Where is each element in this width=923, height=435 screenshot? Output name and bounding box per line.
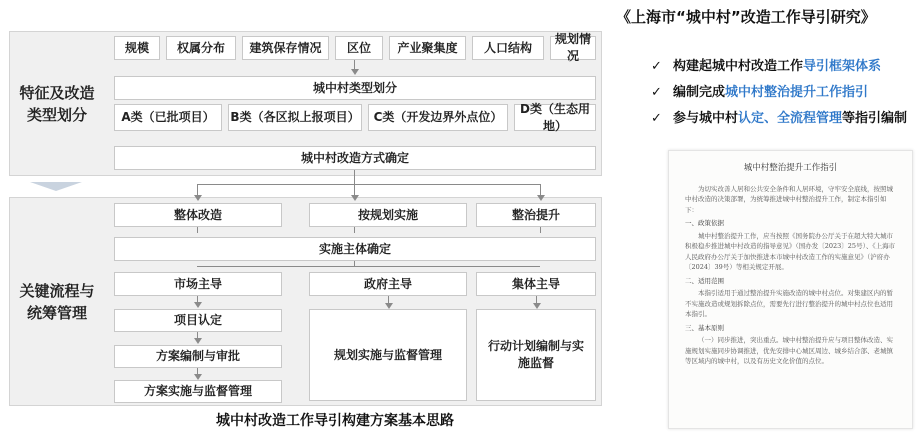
- document-heading: 二、适用范围: [685, 276, 724, 285]
- bullet-list: [651, 56, 917, 130]
- connector-arrow: [194, 195, 202, 201]
- connector-arrow: [194, 338, 202, 344]
- market-step-identify: 项目认定: [114, 309, 282, 332]
- type-box-c: C类（开发边界外点位）: [368, 104, 508, 131]
- document-paragraph: 城中村整治提升工作，应当按照《国务院办公厅关于在超大特大城市积极稳步推进城中村改造的指导意见》（国办发〔2023〕25号）、《上海市人民政府办公厅关于加快推进本市城中村改造工作的实施意见》（沪府办〔2024〕39号）等相关规定开展。: [685, 231, 896, 271]
- bullet-item: ✓ 构建起城中村改造工作导引框架体系: [651, 56, 917, 78]
- method-box-renovation: 整治提升: [476, 203, 596, 227]
- section-transition-arrow: [30, 182, 82, 191]
- collective-step-box: 行动计划编制与实施监督: [476, 309, 596, 401]
- method-box-overall: 整体改造: [114, 203, 282, 227]
- factor-box: 权属分布: [166, 36, 236, 60]
- type-box-a: A类（已批项目）: [114, 104, 222, 131]
- market-step-implement: 方案实施与监督管理: [114, 380, 282, 403]
- check-icon: ✓: [651, 59, 662, 74]
- section-process-label: 关键流程与统筹管理: [19, 281, 95, 322]
- gov-step-box: 规划实施与监督管理: [309, 309, 467, 401]
- connector: [354, 227, 355, 233]
- document-paragraph: 本指引适用于通过整治提升实施改造的城中村点位。对集建区内的暂不实施改造或规划拆除点位，需要先行进行整治提升的城中村点位也适用本指引。: [685, 289, 893, 318]
- document-heading: 三、基本原则: [685, 323, 724, 332]
- type-box-b: B类（各区拟上报项目）: [228, 104, 362, 131]
- document-paragraph: （一）同步推进，突出重点。城中村整治提升应与项目整体改造、实施规划实施同步协调推进，优先安排中心城区周边、城乡结合部、老城镇等区域内的城中村，以及有历史文化价值的点位。: [685, 336, 893, 365]
- document-paragraph: 为切实改善人居和公共安全条件和人居环境，守牢安全底线，按照城中村改造的决策部署，为统筹推进城中村整治提升工作，制定本指引如下：: [685, 184, 893, 214]
- connector: [540, 227, 541, 233]
- connector: [354, 170, 355, 184]
- subject-determine-box: 实施主体确定: [114, 237, 596, 261]
- document-title: 城中村整治提升工作指引: [743, 163, 838, 173]
- section-features-label: 特征及改造类型划分: [19, 83, 95, 124]
- connector-arrow: [194, 302, 202, 308]
- lead-box-market: 市场主导: [114, 272, 282, 296]
- bullet-item: ✓ 编制完成城中村整治提升工作指引: [651, 82, 917, 104]
- type-box-d: D类（生态用地）: [514, 104, 596, 131]
- method-determine-box: 城中村改造方式确定: [114, 146, 596, 170]
- document-heading: 一、政策依据: [685, 219, 724, 227]
- check-icon: ✓: [651, 85, 662, 100]
- factor-box: 人口结构: [472, 36, 544, 60]
- factor-box: 区位: [335, 36, 383, 60]
- bullet-item: ✓ 参与城中村认定、全流程管理等指引编制: [651, 108, 917, 130]
- factor-box: 规模: [114, 36, 160, 60]
- lead-box-government: 政府主导: [309, 272, 467, 296]
- connector-arrow: [351, 195, 359, 201]
- factor-box: 建筑保存情况: [242, 36, 329, 60]
- connector: [197, 184, 540, 185]
- market-step-plan: 方案编制与审批: [114, 345, 282, 368]
- diagram-caption: 城中村改造工作导引构建方案基本思路: [216, 413, 454, 429]
- document-preview: [668, 150, 913, 429]
- method-box-planning: 按规划实施: [309, 203, 467, 227]
- check-icon: ✓: [651, 111, 662, 126]
- factor-box: 产业聚集度: [389, 36, 466, 60]
- lead-box-collective: 集体主导: [476, 272, 596, 296]
- factor-box: 规划情况: [550, 36, 596, 60]
- connector: [197, 266, 540, 267]
- connector: [197, 227, 198, 233]
- type-header-box: 城中村类型划分: [114, 76, 596, 100]
- connector-arrow: [537, 195, 545, 201]
- connector-arrow: [351, 69, 359, 75]
- research-title: 《上海市“城中村”改造工作导引研究》: [616, 8, 876, 26]
